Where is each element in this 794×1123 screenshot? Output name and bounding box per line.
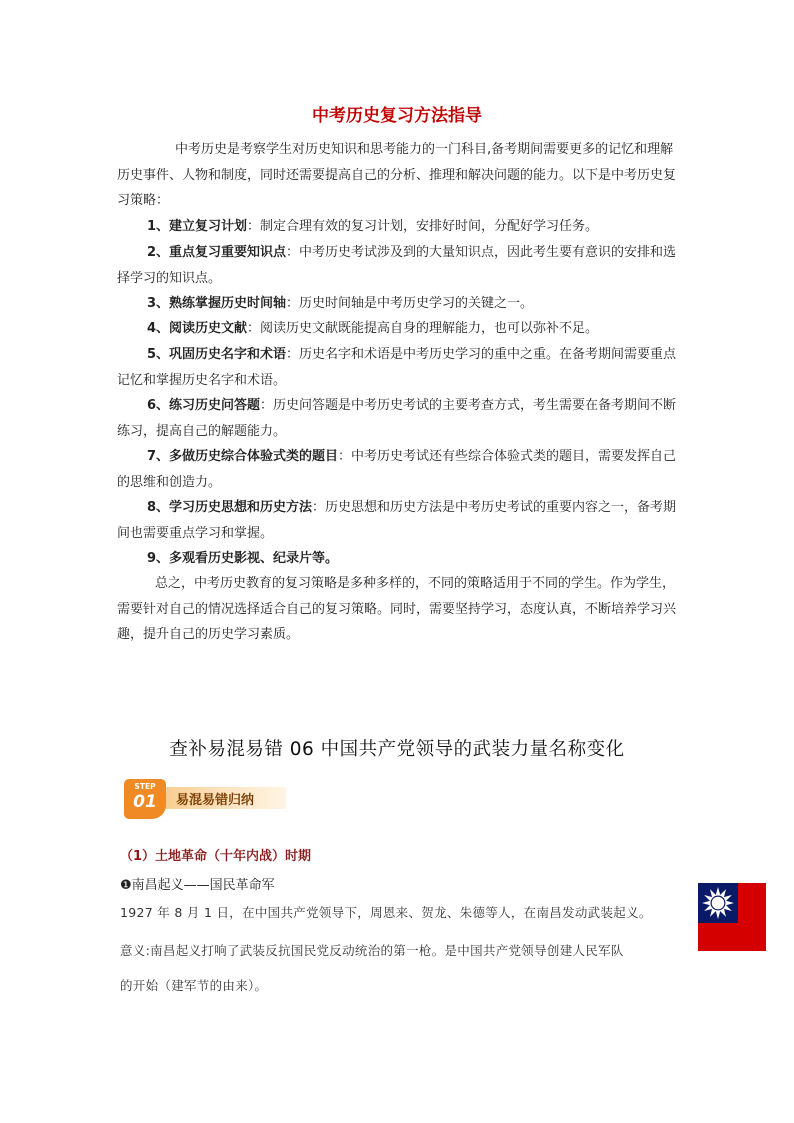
list-item — [117, 393, 683, 444]
list-item — [117, 291, 683, 317]
item-text: ：历史问答题是中考历史考试的主要考查方式，考生需要在备考期间不断练习，提高自己的解题能力。 — [117, 398, 677, 439]
list-item — [117, 240, 683, 291]
item-text: ：制定合理有效的复习计划，安排好时间，分配好学习任务。 — [247, 219, 599, 234]
event-significance-continued: 的开始（建军节的由来）。 — [120, 978, 268, 993]
item-text: ：中考历史考试涉及到的大量知识点，因此考生要有意识的安排和选择学习的知识点。 — [117, 245, 677, 286]
item-text: ：中考历史考试还有些综合体验式类的题目，需要发挥自己的思维和创造力。 — [117, 449, 677, 490]
item-text: ：阅读历史文献既能提高自身的理解能力，也可以弥补不足。 — [247, 321, 599, 336]
step-badge — [124, 779, 166, 819]
list-item — [117, 444, 683, 495]
period-subheading: （1）土地革命（十年内战）时期 — [120, 849, 312, 864]
step-banner — [124, 779, 288, 819]
item-label: 5、巩固历史名字和术语 — [147, 347, 287, 362]
list-item — [117, 546, 683, 572]
item-label: 7、多做历史综合体验式类的题目 — [147, 449, 339, 464]
list-item — [117, 316, 683, 342]
page-title: 中考历史复习方法指导 — [312, 106, 482, 126]
step-number: 01 — [133, 792, 157, 812]
item-label: 8、学习历史思想和历史方法 — [147, 500, 313, 515]
item-label: 9、多观看历史影视、纪录片等。 — [147, 551, 339, 566]
item-label: 4、阅读历史文献 — [147, 321, 248, 336]
flag-image — [698, 883, 766, 951]
item-text: ：历史思想和历史方法是中考历史考试的重要内容之一，备考期间也需要重点学习和掌握。 — [117, 500, 677, 541]
event-description: 1927 年 8 月 1 日，在中国共产党领导下，周恩来、贺龙、朱德等人，在南昌发动武装起义。 — [120, 905, 652, 920]
event-heading: ❶南昌起义——国民革命军 — [120, 878, 275, 893]
item-label: 3、熟练掌握历史时间轴 — [147, 296, 287, 311]
item-label: 2、重点复习重要知识点 — [147, 245, 287, 260]
list-item — [117, 342, 683, 393]
step-heading: 易混易错归纳 — [176, 793, 255, 808]
event-significance: 意义:南昌起义打响了武装反抗国民党反动统治的第一枪。是中国共产党领导创建人民军队 — [120, 943, 624, 958]
item-label: 6、练习历史问答题 — [147, 398, 261, 413]
conclusion-paragraph: 总之，中考历史教育的复习策略是多种多样的，不同的策略适用于不同的学生。作为学生，需要针对自己的情况选择适合自己的复习策略。同时，需要坚持学习，态度认真，不断培养学习兴趣，提升自己的历史学习素质。 — [117, 576, 677, 643]
step-label: STEP — [134, 782, 156, 791]
intro-paragraph: 中考历史是考察学生对历史知识和思考能力的一门科目,备考期间需要更多的记忆和理解历史事件、人物和制度，同时还需要提高自己的分析、推理和解决问题的能力。以下是中考历史复习策略： — [117, 142, 677, 209]
list-item — [117, 495, 683, 546]
flag-canton — [698, 883, 738, 923]
section-title: 查补易混易错 06 中国共产党领导的武装力量名称变化 — [169, 739, 625, 760]
item-text: ：历史名字和术语是中考历史学习的重中之重。在备考期间需要重点记忆和掌握历史名字和术语。 — [117, 347, 677, 388]
item-label: 1、建立复习计划 — [147, 219, 248, 234]
item-text: ：历史时间轴是中考历史学习的关键之一。 — [286, 296, 534, 311]
list-item — [117, 214, 683, 240]
sun-emblem-icon — [698, 883, 738, 923]
